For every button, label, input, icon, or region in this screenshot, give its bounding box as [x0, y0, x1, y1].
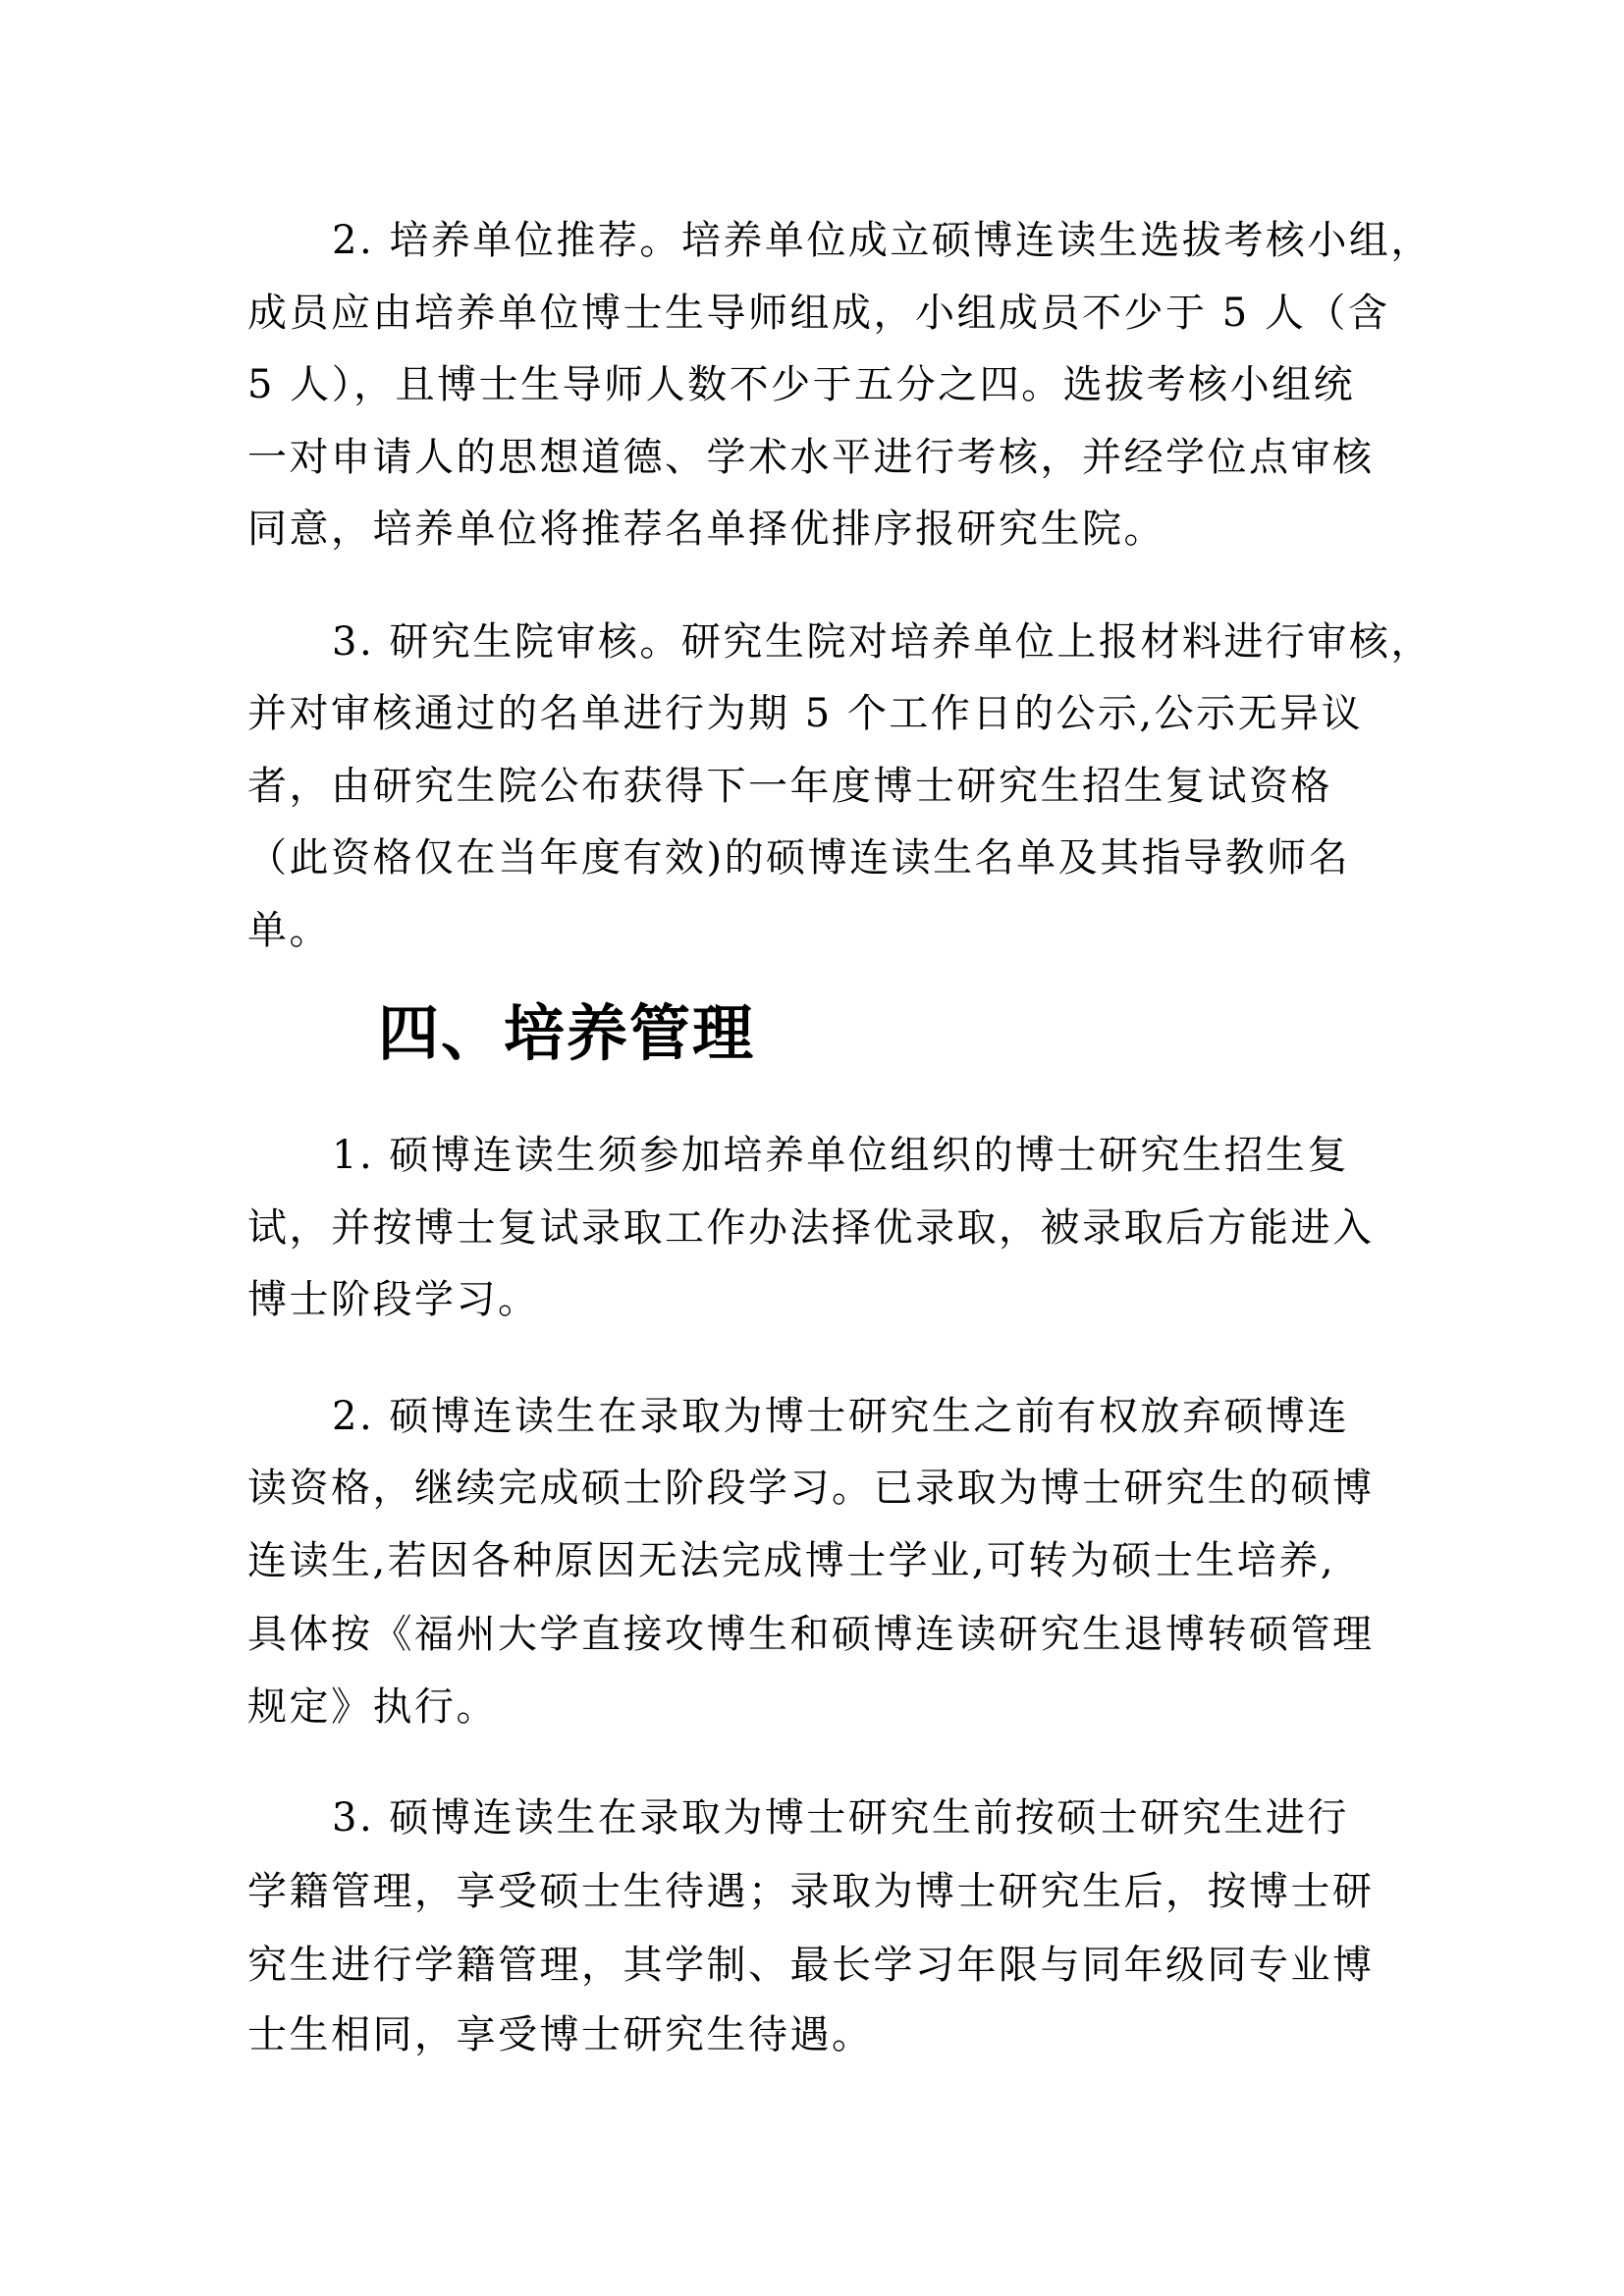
paragraph-line: 士生相同，享受博士研究生待遇。 — [247, 2012, 874, 2057]
paragraph-line: 博士阶段学习。 — [247, 1277, 540, 1322]
section-heading: 四、培养管理 — [378, 997, 756, 1069]
paragraph-line: 究生进行学籍管理，其学制、最长学习年限与同年级同专业博 — [247, 1943, 1375, 1988]
paragraph-line: 2. 培养单位推荐。培养单位成立硕博连读生选拔考核小组， — [332, 218, 1433, 263]
paragraph-line: 者，由研究生院公布获得下一年度博士研究生招生复试资格 — [247, 764, 1332, 809]
paragraph-line: 5 人），且博士生导师人数不少于五分之四。选拔考核小组统 — [247, 362, 1356, 407]
paragraph-line: 规定》执行。 — [247, 1684, 498, 1730]
paragraph-line: 3. 研究生院审核。研究生院对培养单位上报材料进行审核， — [332, 619, 1433, 665]
paragraph-line: 1. 硕博连读生须参加培养单位组织的博士研究生招生复 — [332, 1133, 1349, 1178]
paragraph-line: 3. 硕博连读生在录取为博士研究生前按硕士研究生进行 — [332, 1795, 1349, 1841]
paragraph-line: 单。 — [247, 908, 331, 953]
paragraph-line: 并对审核通过的名单进行为期 5 个工作日的公示,公示无异议 — [247, 691, 1364, 736]
paragraph-line: 同意，培养单位将推荐名单择优排序报研究生院。 — [247, 507, 1165, 552]
paragraph-line: 具体按《福州大学直接攻博生和硕博连读研究生退博转硕管理 — [247, 1612, 1375, 1657]
paragraph-line: 试，并按博士复试录取工作办法择优录取，被录取后方能进入 — [247, 1205, 1375, 1251]
paragraph-line: 学籍管理，享受硕士生待遇；录取为博士研究生后，按博士研 — [247, 1869, 1375, 1914]
paragraph-line: （此资格仅在当年度有效)的硕博连读生名单及其指导教师名 — [247, 835, 1351, 881]
paragraph-line: 读资格，继续完成硕士阶段学习。已录取为博士研究生的硕博 — [247, 1466, 1375, 1511]
paragraph-line: 一对申请人的思想道德、学术水平进行考核，并经学位点审核 — [247, 435, 1375, 480]
paragraph-line: 连读生,若因各种原因无法完成博士学业,可转为硕士生培养, — [247, 1538, 1336, 1583]
paragraph-line: 2. 硕博连读生在录取为博士研究生之前有权放弃硕博连 — [332, 1394, 1349, 1439]
paragraph-line: 成员应由培养单位博士生导师组成，小组成员不少于 5 人（含 — [247, 291, 1390, 336]
